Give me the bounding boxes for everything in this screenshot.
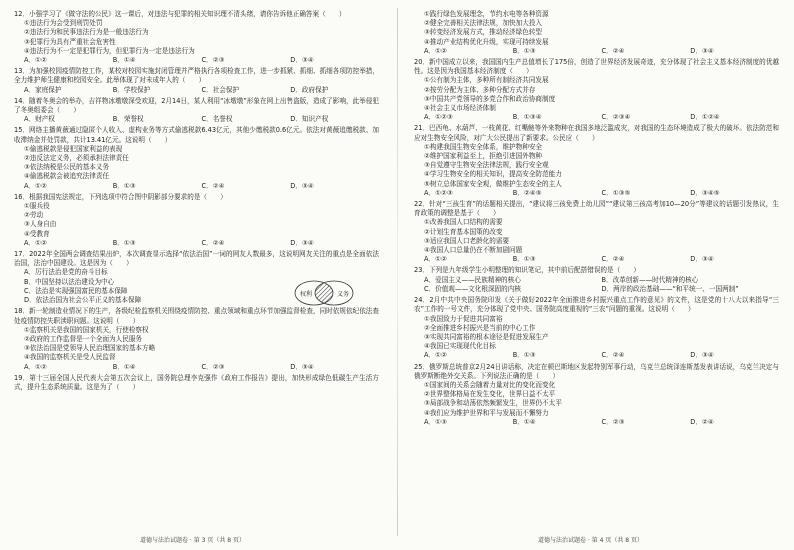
answer-option: B．①③ xyxy=(112,181,136,190)
answer-option: B．①③ xyxy=(512,255,536,264)
answer-option: B．①③ xyxy=(512,46,536,55)
question-stem: 13．为加强校园疫情防控工作，某校对校园实施封闭管理并严格执行各项检查工作，进一步抓紧、抓细、抓细各项防控举措，全力维护师生健康和校园安全。此举体现了对未成年人的（ ） xyxy=(14,67,379,85)
answer-option: D．③④ xyxy=(290,181,314,190)
answer-option: A．①② xyxy=(24,181,47,190)
question-stem: 21．巴西龟、水葫芦、一枝黄花、红嘴鲢等外来物种在我国多地泛滥成灾，对我国的生态环境造成了极大的破坏。依法防范和应对生物安全风险，对广大公民提出了新要求。公民应（ ） xyxy=(414,124,779,142)
question-stem: 20．新中国成立以来，我国国内生产总值增长了175倍，创造了世界经济发展奇迹，充分体现了社会主义基本经济制度的优越性。这是因为我国基本经济制度（ ） xyxy=(414,58,779,76)
question-stem: 25．俄罗斯总统普京2月24日讲话称，决定在顿巴斯地区发起特别军事行动，乌克兰总统泽连斯基发表讲话说，乌克兰决定与俄罗斯断绝外交关系。下列说法正确的是（ ） xyxy=(414,362,779,380)
answer-option: B．荣誉权 xyxy=(112,115,144,124)
answer-option: C．②③ xyxy=(601,417,625,426)
statement-item: B．中国坚持以法治建设为中心 xyxy=(24,277,115,286)
statement-item: ④我国人口总量仍在不断加剧问题 xyxy=(424,246,523,255)
answer-option: D．③④ xyxy=(290,56,314,65)
answer-option: C．①③⑤ xyxy=(601,188,631,197)
answer-options xyxy=(14,115,379,124)
answer-option: D．③④ xyxy=(690,46,714,55)
answer-option: A．家庭保护 xyxy=(24,85,62,94)
answer-option: C．②③ xyxy=(201,362,225,371)
page-footer-left: 道德与法治试题卷 · 第 3 页（共 8 页） xyxy=(140,537,245,544)
statement-item: ①我国致力于促进共同富裕 xyxy=(424,314,503,323)
answer-option: B．①④ xyxy=(512,417,536,426)
question-block xyxy=(14,307,379,371)
answer-options xyxy=(414,47,779,56)
question-stem: 23．下列是九年级学生小明整理的知识笔记，其中前后配搭错误的是（ ） xyxy=(414,266,640,275)
statement-item: ④受教育 xyxy=(24,229,50,238)
statement-item: ④我国已实现现代化目标 xyxy=(424,342,496,351)
answer-option: C．②③④ xyxy=(601,113,631,122)
question-block xyxy=(14,67,379,95)
question-stem: 16．根据我国宪法规定，下列选项中符合图中阴影部分要求的是（ ） xyxy=(14,192,227,201)
answer-options xyxy=(414,418,779,427)
statement-item: ③自觉遵守生物安全法律法规，践行安全观 xyxy=(424,161,549,170)
question-stem: 12．小强学习了《做守法的公民》这一课后，对违法与犯罪的相关知识理不清头绪，请你告诉他正确答案（ ） xyxy=(14,10,346,18)
answer-option: D．③④ xyxy=(690,351,714,360)
answer-option: B．①④ xyxy=(112,56,136,65)
statement-item: ④我们应为维护世界和平与发展而不懈努力 xyxy=(424,408,549,417)
column-divider xyxy=(397,8,398,536)
statement-item: ①监察机关是我国的国家机关，行使检察权 xyxy=(24,325,149,334)
question-block xyxy=(414,10,779,56)
question-block xyxy=(414,124,779,198)
answer-option: B．①③ xyxy=(512,351,536,360)
statement-item: ③转变经济发展方式，推动经济绿色转型 xyxy=(424,28,543,37)
answer-option: A．①② xyxy=(424,255,447,264)
statement-item: ①公有制为主体，多种所有制经济共同发展 xyxy=(424,76,549,85)
statement-item: ④学习生物安全的相关知识，提高安全防范能力 xyxy=(424,170,562,179)
answer-options xyxy=(414,276,779,294)
answer-option: D．③④ xyxy=(290,238,314,247)
statement-item: ①违法行为会受到刑罚处罚 xyxy=(24,19,103,28)
statement-item: ①改善我国人口结构的需要 xyxy=(424,218,503,227)
page-footer-right: 道德与法治试题卷 · 第 4 页（共 8 页） xyxy=(538,537,643,544)
answer-option: D．①②④ xyxy=(690,113,720,122)
statement-item: ③依法纳税是公民的基本义务 xyxy=(24,163,110,172)
duties-label: 义务 xyxy=(337,291,350,298)
answer-option: A．①②③ xyxy=(424,113,453,122)
answer-option: D．③④⑤ xyxy=(690,188,720,197)
statement-item: ①践行绿色发展理念，节约水电等各种资源 xyxy=(424,10,549,18)
answer-options xyxy=(14,239,379,248)
answer-option: D．②④ xyxy=(690,417,714,426)
answer-option: B．①③④ xyxy=(512,113,542,122)
answer-option: A．爱国主义——民族精神的核心 xyxy=(424,275,521,284)
question-stem: 24．2月中共中央国务院印发《关于做好2022年全面推进乡村振兴重点工作的意见》的文件，这是党的十八大以来指导“三农”工作的一号文件，充分体现了党中央、国务院高度重视的“三农”问题的重视。这说明（ ） xyxy=(414,296,779,314)
answer-option: D．③④ xyxy=(290,362,314,371)
question-block xyxy=(414,266,779,294)
answer-option: B．①③ xyxy=(112,238,136,247)
statement-item: ④偷逃税款会被追究法律责任 xyxy=(24,172,110,181)
statement-item: ②健全完善相关法律法规，加快加大投入 xyxy=(424,19,543,28)
question-stem: 14．随着冬奥会的举办，吉祥物冰墩墩深受欢迎，2月14日，某人利用“冰墩墩”形象在网上出售盗版，造成了影响，此举侵犯了冬奥组委会（ ） xyxy=(14,96,379,115)
question-block xyxy=(414,296,779,360)
statement-item: ②违法行为和民事违法行为是一般违法行为 xyxy=(24,28,149,37)
answer-option: C．社会保护 xyxy=(201,85,240,94)
question-stem: 19．第十三届全国人民代表大会第五次会议上，国务院总理李克强作《政府工作报告》提出，加快形成绿色低碳生产生活方式，提升生态系统质量。这是为了（ ） xyxy=(14,373,379,391)
answer-options xyxy=(414,255,779,264)
answer-option: C．②④ xyxy=(601,351,625,360)
answer-options xyxy=(414,113,779,122)
answer-options xyxy=(14,56,379,65)
statement-item: ③实现共同富裕的根本途径是促进发展生产 xyxy=(424,332,549,341)
statement-item: ②按劳分配为主体、多种分配方式并存 xyxy=(424,85,536,94)
question-block xyxy=(414,200,779,264)
statement-item: ③人身自由 xyxy=(24,220,57,229)
statement-item: ②世界整体格局在发生变化，世界日益不太平 xyxy=(424,390,556,399)
statement-item: ①构建我国生物安全体系，维护物种安全 xyxy=(424,142,543,151)
question-stem: 15．网络主播黄薇通过隐匿个人收入、虚构业务等方式偷逃税款6.43亿元，其他少缴税款0.6亿元。依法对黄薇追缴税款、加收滞纳金并处罚款，共计13.41亿元。这说明（ ） xyxy=(14,126,379,144)
statement-item: A．厉行法治是党的奋斗目标 xyxy=(24,268,108,277)
answer-option: D．③④ xyxy=(690,255,714,264)
statement-item: D．依法治国为社会公平正义的基本保障 xyxy=(24,296,142,305)
answer-options xyxy=(14,86,379,95)
answer-option: C．②④ xyxy=(601,46,625,55)
answer-option: A．①②③ xyxy=(424,188,453,197)
statement-item: ④我国的监察机关是受人民监督 xyxy=(24,353,116,362)
question-stem: 17．2022年全国两会调查结果出炉，本次调查显示选择“依法治国”一词的网友人数最多，这说明网友关注的重点是全面依法治国，法治中国建设。这是因为（ ） xyxy=(14,250,379,268)
answer-option: A．①② xyxy=(24,238,47,247)
answer-options xyxy=(14,182,379,191)
answer-option: B．学校保护 xyxy=(112,85,151,94)
answer-option: B．②④⑤ xyxy=(512,188,542,197)
answer-option: A．①② xyxy=(424,351,447,360)
statement-item: ②政府的工作监督是一个全面为人民服务 xyxy=(24,334,143,343)
statement-item: ③局部战争和动荡依然频繁发生，世界仍不太平 xyxy=(424,399,562,408)
statement-item: ③适应我国人口老龄化的需要 xyxy=(424,236,510,245)
answer-options xyxy=(414,189,779,198)
answer-option: D．政府保护 xyxy=(290,85,329,94)
statement-item: ④推动产业结构优化升级，实现可持续发展 xyxy=(424,37,549,46)
answer-option: A．①② xyxy=(24,56,47,65)
answer-option: C．②④ xyxy=(201,238,225,247)
rights-duties-venn-diagram xyxy=(290,278,358,308)
question-block xyxy=(414,363,779,427)
question-block xyxy=(14,126,379,190)
question-stem: 22．针对“三孩生育”的话题相关提出，“建议将三孩免费上幼儿园”“建议第三孩高考加10—20分”等建议的话题引发热议，生育政策的调整是基于（ ） xyxy=(414,200,779,218)
answer-option: C．②③ xyxy=(201,56,225,65)
answer-option: C．名誉权 xyxy=(201,115,233,124)
statement-item: ②维护国家利益至上，拒绝引进国外物种 xyxy=(424,152,543,161)
statement-item: ①偷逃税款是侵犯国家利益的表现 xyxy=(24,144,123,153)
question-block xyxy=(14,10,379,65)
question-block xyxy=(14,97,379,125)
statement-item: ④违法行为不一定是犯罪行为，但犯罪行为一定是违法行为 xyxy=(24,46,195,55)
statement-item: ③中国共产党领导的多党合作和政治协商制度 xyxy=(424,94,556,103)
statement-item: ①服兵役 xyxy=(24,202,50,211)
question-block xyxy=(14,374,379,392)
answer-options xyxy=(14,363,379,372)
answer-option: D．两岸的政治基础——“和平统一、一国两制” xyxy=(601,284,739,293)
statement-item: ①国家间的关系会随着力量对比的变化而变化 xyxy=(424,380,556,389)
statement-item: C．法治是实现强国富民的基本保障 xyxy=(24,286,128,295)
statement-item: ②劳动 xyxy=(24,211,44,220)
answer-option: D．知识产权 xyxy=(290,115,329,124)
answer-option: A．①② xyxy=(424,46,447,55)
question-stem: 18．新一轮制造业情况下的生产，各级纪检监察机关围绕疫情防控、重点领域和重点环节加强监督检查，同时依规依纪依法查处疫情防控失职渎职问题。这说明（ ） xyxy=(14,307,379,325)
left-column xyxy=(14,10,379,532)
question-block xyxy=(14,193,379,248)
answer-option: A．①③ xyxy=(424,417,447,426)
answer-option: A．财产权 xyxy=(24,115,55,124)
answer-option: B．①④ xyxy=(112,362,136,371)
statement-item: ②计划生育基本国策的改变 xyxy=(424,227,503,236)
statement-item: ⑤树立总体国家安全观，做维护生态安全的主人 xyxy=(424,179,562,188)
answer-option: C．价值观——文化根深固的内核 xyxy=(424,284,521,293)
statement-item: ④社会主义市场经济体制 xyxy=(424,104,496,113)
question-block xyxy=(414,58,779,122)
answer-option: B．改革创新——时代精神的核心 xyxy=(601,275,699,284)
statement-item: ③依法治国是党领导人民治理国家的基本方略 xyxy=(24,344,156,353)
statement-item: ②全面推进乡村振兴是当前的中心工作 xyxy=(424,323,536,332)
statement-item: ③犯罪行为具有严重社会危害性 xyxy=(24,37,116,46)
answer-option: A．①② xyxy=(24,362,47,371)
right-column xyxy=(414,10,779,532)
rights-label: 权利 xyxy=(300,291,313,298)
answer-option: C．②④ xyxy=(201,181,225,190)
answer-options xyxy=(414,351,779,360)
answer-option: C．②④ xyxy=(601,255,625,264)
statement-item: ②违反法定义务，必须承担法律责任 xyxy=(24,154,129,163)
